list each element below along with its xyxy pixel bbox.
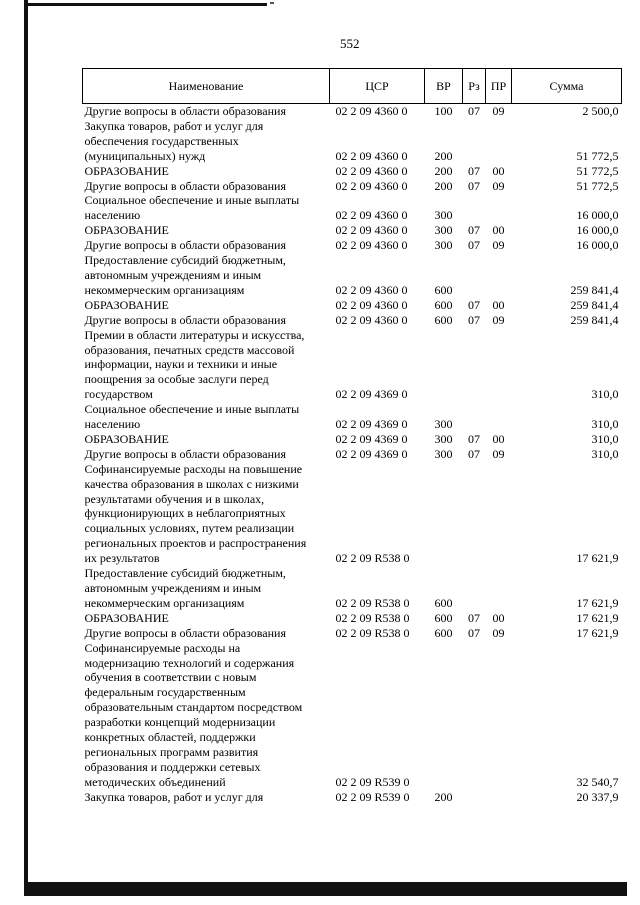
row-name-line: региональных проектов и распространения xyxy=(84,536,307,551)
row-sum: 310,0 xyxy=(591,431,619,446)
row-pr xyxy=(486,193,512,223)
row-rz: 07 xyxy=(468,178,480,193)
row-pr: 09 xyxy=(492,238,505,253)
row-name-line: Другие вопросы в области образования xyxy=(84,312,286,327)
row-rz: 07 xyxy=(468,610,480,625)
row-name-line: федеральным государственным xyxy=(84,685,246,700)
budget-table xyxy=(82,68,622,805)
row-name-line: Предоставление субсидий бюджетным, xyxy=(84,566,286,581)
table-row xyxy=(83,119,622,164)
row-sum: 17 621,9 xyxy=(576,610,619,625)
row-sum: 17 621,9 xyxy=(576,625,619,640)
row-rz xyxy=(463,328,486,403)
row-rz: 07 xyxy=(468,312,480,327)
table-row xyxy=(83,402,622,432)
row-csr: 02 2 09 4360 0 xyxy=(335,238,408,253)
row-name-line: ОБРАЗОВАНИЕ xyxy=(84,610,169,625)
row-vr: 100 xyxy=(434,104,453,118)
table-row xyxy=(83,104,622,119)
row-name-line: Другие вопросы в области образования xyxy=(84,104,286,118)
header-csr: ЦСР xyxy=(330,69,425,104)
row-name-line: Софинансируемые расходы на повышение xyxy=(84,461,303,476)
row-vr: 300 xyxy=(434,431,453,446)
row-name-line: обучения в соответствии с новым xyxy=(84,670,257,685)
row-pr xyxy=(486,790,512,805)
row-vr xyxy=(425,328,463,403)
row-rz: 07 xyxy=(468,431,480,446)
table-row xyxy=(83,253,622,298)
row-pr: 09 xyxy=(492,625,505,640)
row-csr: 02 2 09 4360 0 xyxy=(335,282,408,297)
header-name: Наименование xyxy=(83,69,330,104)
row-name-line: Другие вопросы в области образования xyxy=(84,238,286,253)
row-pr xyxy=(486,566,512,611)
row-name-line: разработки концепций модернизации xyxy=(84,715,276,730)
row-name-line: результатами обучения и в школах, xyxy=(84,491,265,506)
row-name-line: Закупка товаров, работ и услуг для xyxy=(84,118,264,133)
row-rz: 07 xyxy=(468,238,480,253)
row-pr: 09 xyxy=(492,446,505,461)
row-vr: 300 xyxy=(434,223,453,238)
row-csr: 02 2 09 R538 0 xyxy=(335,610,410,625)
row-name-line: региональных программ развития xyxy=(84,744,259,759)
row-name-line: Софинансируемые расходы на xyxy=(84,640,241,655)
row-name-line: автономным учреждениям и иным xyxy=(84,267,262,282)
row-sum: 259 841,4 xyxy=(570,312,619,327)
row-name-line: модернизацию технологий и содержания xyxy=(84,655,295,670)
row-sum: 17 621,9 xyxy=(576,551,619,566)
header-vr: ВР xyxy=(425,69,463,104)
table-row xyxy=(83,432,622,447)
page-number: 552 xyxy=(340,36,360,51)
table-header xyxy=(83,69,622,104)
row-name-cell xyxy=(83,238,330,253)
row-csr: 02 2 09 4369 0 xyxy=(335,387,408,402)
table-row xyxy=(83,626,622,641)
row-name-line: обеспечения государственных xyxy=(84,133,239,148)
row-sum: 310,0 xyxy=(591,387,619,402)
row-rz xyxy=(463,790,486,805)
row-pr: 00 xyxy=(492,223,505,238)
row-name-line: поощрения за особые заслуги перед xyxy=(84,372,269,387)
row-pr xyxy=(486,402,512,432)
row-vr: 200 xyxy=(434,789,453,804)
table-row xyxy=(83,611,622,626)
row-name-cell xyxy=(83,790,330,805)
row-name-line: населению xyxy=(84,417,141,432)
row-vr: 200 xyxy=(434,148,453,163)
row-vr: 600 xyxy=(434,610,453,625)
row-name-line: Закупка товаров, работ и услуг для xyxy=(84,789,264,804)
row-name-cell xyxy=(83,223,330,238)
table-row xyxy=(83,328,622,403)
table-row xyxy=(83,313,622,328)
row-name-cell xyxy=(83,253,330,298)
table-row xyxy=(83,641,622,790)
row-name-cell xyxy=(83,313,330,328)
row-name-cell xyxy=(83,432,330,447)
row-vr: 300 xyxy=(434,417,453,432)
table-row xyxy=(83,790,622,805)
row-name-line: Социальное обеспечение и иные выплаты xyxy=(84,193,300,208)
row-name-cell xyxy=(83,641,330,790)
row-rz xyxy=(463,462,486,566)
row-name-line: Социальное обеспечение и иные выплаты xyxy=(84,402,300,417)
row-rz: 07 xyxy=(468,297,480,312)
row-sum: 2 500,0 xyxy=(582,104,619,118)
row-name-line: Другие вопросы в области образования xyxy=(84,178,286,193)
table-row xyxy=(83,447,622,462)
row-vr xyxy=(425,462,463,566)
row-csr: 02 2 09 R538 0 xyxy=(335,551,410,566)
row-pr xyxy=(486,253,512,298)
top-border-line xyxy=(27,3,267,6)
row-name-cell xyxy=(83,179,330,194)
row-pr: 00 xyxy=(492,431,505,446)
row-name-cell xyxy=(83,119,330,164)
row-vr: 300 xyxy=(434,208,453,223)
row-sum: 16 000,0 xyxy=(576,223,619,238)
table-body xyxy=(83,104,622,805)
row-csr: 02 2 09 4360 0 xyxy=(335,148,408,163)
row-csr: 02 2 09 4360 0 xyxy=(335,223,408,238)
table-row xyxy=(83,164,622,179)
row-rz: 07 xyxy=(468,446,480,461)
row-vr: 600 xyxy=(434,625,453,640)
row-pr xyxy=(486,119,512,164)
row-sum: 259 841,4 xyxy=(570,282,619,297)
row-pr xyxy=(486,328,512,403)
row-name-line: Другие вопросы в области образования xyxy=(84,625,286,640)
row-name-line: конкретных областей, поддержки xyxy=(84,730,256,745)
row-csr: 02 2 09 4369 0 xyxy=(335,431,408,446)
row-csr: 02 2 09 4360 0 xyxy=(335,208,408,223)
row-sum: 310,0 xyxy=(591,446,619,461)
row-rz xyxy=(463,566,486,611)
row-name-line: их результатов xyxy=(84,551,160,566)
table-row xyxy=(83,193,622,223)
row-sum: 259 841,4 xyxy=(570,297,619,312)
row-name-line: некоммерческим организациям xyxy=(84,282,245,297)
top-border-mark xyxy=(270,2,274,4)
row-name-line: (муниципальных) нужд xyxy=(84,148,206,163)
row-sum: 51 772,5 xyxy=(576,148,619,163)
row-name-line: методических объединений xyxy=(84,774,226,789)
row-pr: 09 xyxy=(492,178,505,193)
row-name-line: ОБРАЗОВАНИЕ xyxy=(84,297,169,312)
row-csr: 02 2 09 4360 0 xyxy=(335,312,408,327)
row-sum: 32 540,7 xyxy=(576,774,619,789)
row-name-line: автономным учреждениям и иным xyxy=(84,581,262,595)
row-csr: 02 2 09 R538 0 xyxy=(335,625,410,640)
row-name-line: Предоставление субсидий бюджетным, xyxy=(84,253,286,268)
row-name-cell xyxy=(83,193,330,223)
row-rz xyxy=(463,193,486,223)
row-name-cell xyxy=(83,164,330,179)
row-csr: 02 2 09 4360 0 xyxy=(335,297,408,312)
row-name-line: качества образования в школах с низкими xyxy=(84,476,299,491)
row-name-line: образования, печатных средств массовой xyxy=(84,342,295,357)
row-sum: 51 772,5 xyxy=(576,178,619,193)
row-csr: 02 2 09 4360 0 xyxy=(335,163,408,178)
row-rz xyxy=(463,253,486,298)
row-sum: 310,0 xyxy=(591,417,619,432)
row-vr: 300 xyxy=(434,446,453,461)
row-vr: 300 xyxy=(434,238,453,253)
row-pr: 00 xyxy=(492,163,505,178)
row-vr: 600 xyxy=(434,297,453,312)
header-row xyxy=(83,69,622,104)
row-rz xyxy=(463,119,486,164)
row-rz: 07 xyxy=(468,163,480,178)
row-sum: 51 772,5 xyxy=(576,163,619,178)
row-vr: 200 xyxy=(434,163,453,178)
row-csr: 02 2 09 4369 0 xyxy=(335,417,408,432)
row-csr: 02 2 09 R539 0 xyxy=(335,774,410,789)
row-pr xyxy=(486,641,512,790)
row-vr: 200 xyxy=(434,178,453,193)
row-name-line: некоммерческим организациям xyxy=(84,595,245,610)
table-row xyxy=(83,238,622,253)
row-name-line: Другие вопросы в области образования xyxy=(84,446,286,461)
row-name-cell xyxy=(83,462,330,566)
row-name-line: образования и поддержки сетевых xyxy=(84,759,261,774)
row-pr: 09 xyxy=(492,104,505,118)
row-vr xyxy=(425,641,463,790)
row-name-cell xyxy=(83,298,330,313)
bottom-scan-border xyxy=(24,882,627,896)
table-row xyxy=(83,298,622,313)
row-name-line: ОБРАЗОВАНИЕ xyxy=(84,163,169,178)
table-row xyxy=(83,462,622,566)
row-name-line: населению xyxy=(84,208,141,223)
row-name-line: ОБРАЗОВАНИЕ xyxy=(84,431,169,446)
row-name-line: функционирующих в неблагоприятных xyxy=(84,506,286,521)
row-pr: 00 xyxy=(492,610,505,625)
row-name-line: информации, науки и техники и иные xyxy=(84,357,278,372)
row-rz xyxy=(463,402,486,432)
table-row xyxy=(83,566,622,611)
row-csr: 02 2 09 4360 0 xyxy=(335,104,408,118)
row-rz: 07 xyxy=(468,104,480,118)
row-sum: 20 337,9 xyxy=(576,789,619,804)
row-name-line: ОБРАЗОВАНИЕ xyxy=(84,223,169,238)
row-rz: 07 xyxy=(468,625,480,640)
row-name-line: Премии в области литературы и искусства, xyxy=(84,327,305,342)
header-sum: Сумма xyxy=(512,69,622,104)
row-rz xyxy=(463,641,486,790)
row-name-line: образовательным стандартом посредством xyxy=(84,700,303,715)
row-csr: 02 2 09 R538 0 xyxy=(335,595,410,610)
row-rz: 07 xyxy=(468,223,480,238)
row-name-cell xyxy=(83,447,330,462)
row-name-cell xyxy=(83,402,330,432)
row-sum: 16 000,0 xyxy=(576,238,619,253)
row-name-cell xyxy=(83,611,330,626)
row-sum: 17 621,9 xyxy=(576,595,619,610)
table-row xyxy=(83,179,622,194)
row-pr: 00 xyxy=(492,297,505,312)
row-pr xyxy=(486,462,512,566)
row-name-cell xyxy=(83,328,330,403)
header-pr: ПР xyxy=(486,69,512,104)
header-rz: Рз xyxy=(463,69,486,104)
left-scan-border xyxy=(24,0,28,885)
row-name-line: государством xyxy=(84,387,153,402)
row-csr: 02 2 09 4369 0 xyxy=(335,446,408,461)
row-vr: 600 xyxy=(434,282,453,297)
row-vr: 600 xyxy=(434,595,453,610)
row-csr: 02 2 09 R539 0 xyxy=(335,789,410,804)
row-name-cell xyxy=(83,626,330,641)
row-pr: 09 xyxy=(492,312,505,327)
row-name-cell xyxy=(83,104,330,119)
table-row xyxy=(83,223,622,238)
row-vr: 600 xyxy=(434,312,453,327)
row-name-line: социальных условиях, путем реализации xyxy=(84,521,295,536)
row-name-cell xyxy=(83,566,330,611)
row-sum: 16 000,0 xyxy=(576,208,619,223)
row-csr: 02 2 09 4360 0 xyxy=(335,178,408,193)
